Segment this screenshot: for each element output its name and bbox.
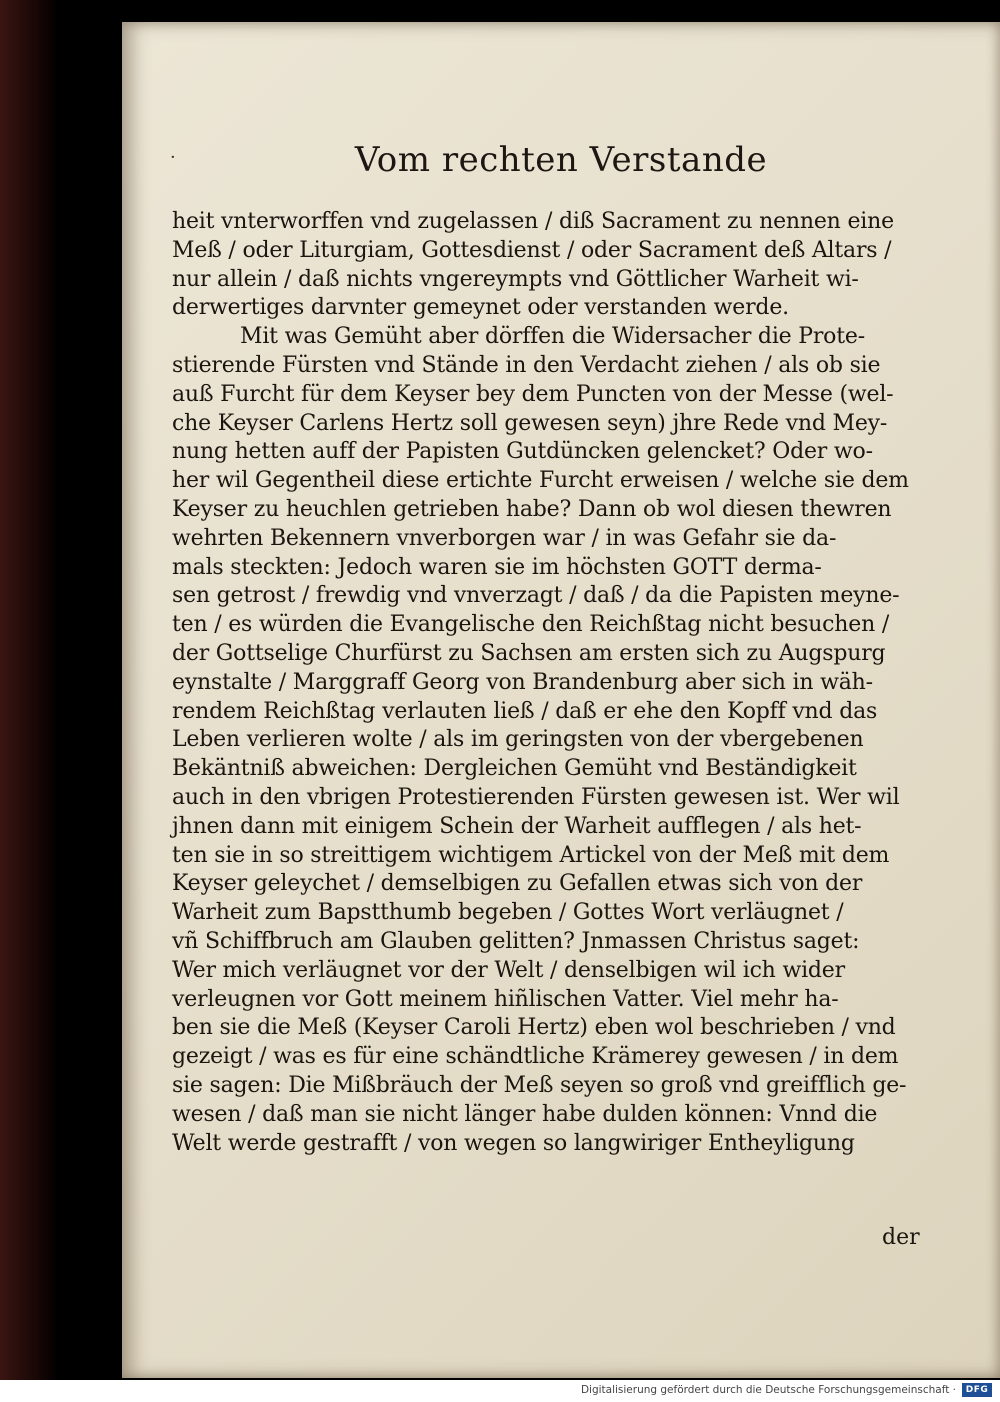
- text-line: Warheit zum Bapstthumb begeben / Gottes Wort verläugnet /: [172, 900, 844, 926]
- text-line: Wer mich verläugnet vor der Welt / denselbigen wil ich wider: [172, 957, 845, 983]
- text-line: sen getrost / frewdig vnd vnverzagt / daß / da die Papisten meyne-: [172, 583, 900, 609]
- text-line: Keyser zu heuchlen getrieben habe? Dann ob wol diesen thewren: [172, 496, 892, 522]
- text-line: ten / es würden die Evangelische den Reichßtag nicht besuchen /: [172, 612, 890, 638]
- text-line: wesen / daß man sie nicht länger habe dulden können: Vnnd die: [172, 1101, 878, 1127]
- text-line: rendem Reichßtag verlauten ließ / daß er ehe den Kopff vnd das: [172, 698, 878, 724]
- text-line: sie sagen: Die Mißbräuch der Meß seyen so groß vnd greifflich ge-: [172, 1072, 907, 1098]
- text-line: Welt werde gestrafft / von wegen so langwiriger Entheyligung: [172, 1130, 855, 1156]
- footer-bar: [0, 1380, 1000, 1402]
- text-line: ben sie die Meß (Keyser Caroli Hertz) eben wol beschrieben / vnd: [172, 1015, 896, 1041]
- text-line: der Gottselige Churfürst zu Sachsen am ersten sich zu Augspurg: [172, 640, 886, 666]
- text-line: derwertiges darvnter gemeynet oder verstanden werde.: [172, 295, 789, 321]
- text-line: heit vnterworffen vnd zugelassen / diß Sacrament zu nennen eine: [172, 209, 894, 234]
- text-line: Keyser geleychet / demselbigen zu Gefallen etwas sich von der: [172, 871, 863, 897]
- text-line: ten sie in so streittigem wichtigem Artickel von der Meß mit dem: [172, 842, 890, 868]
- text-line: Meß / oder Liturgiam, Gottesdienst / oder Sacrament deß Altars /: [172, 237, 892, 263]
- text-line: verleugnen vor Gott meinem hiñlischen Vatter. Viel mehr ha-: [172, 986, 839, 1012]
- text-line: her wil Gegentheil diese ertichte Furcht erweisen / welche sie dem: [172, 468, 909, 494]
- text-line: jhnen dann mit einigem Schein der Warheit aufflegen / als het-: [172, 813, 862, 839]
- text-line: auß Furcht für dem Keyser bey dem Puncten von der Messe (wel-: [172, 381, 894, 407]
- text-line: nung hetten auff der Papisten Gutdüncken gelencket? Oder wo-: [172, 439, 873, 465]
- text-line: auch in den vbrigen Protestierenden Fürsten gewesen ist. Wer wil: [172, 784, 900, 810]
- running-head: Vom rechten Verstande: [354, 140, 768, 180]
- catchword: der: [882, 1225, 920, 1250]
- text-line: mals steckten: Jedoch waren sie im höchsten GOTT derma-: [172, 554, 822, 580]
- marginal-mark: ·: [170, 147, 176, 168]
- text-line: Mit was Gemüht aber dörffen die Widersacher die Prote-: [240, 324, 865, 350]
- text-line: che Keyser Carlens Hertz soll gewesen seyn) jhre Rede vnd Mey-: [172, 410, 888, 436]
- text-line: Bekäntniß abweichen: Dergleichen Gemüht vnd Beständigkeit: [172, 756, 857, 782]
- text-line: gezeigt / was es für eine schändtliche Krämerey gewesen / in dem: [172, 1044, 899, 1070]
- text-block: [172, 208, 962, 1158]
- text-line: vñ Schiffbruch am Glauben gelitten? Jnmassen Christus saget:: [172, 928, 860, 954]
- dfg-logo: DFG: [962, 1383, 992, 1397]
- text-line: wehrten Bekennern vnverborgen war / in was Gefahr sie da-: [172, 525, 837, 551]
- book-page: [122, 22, 1000, 1378]
- funding-credit: Digitalisierung gefördert durch die Deutsche Forschungsgemeinschaft ·: [580, 1384, 956, 1396]
- text-line: stierende Fürsten vnd Stände in den Verdacht ziehen / als ob sie: [172, 352, 881, 378]
- text-line: nur allein / daß nichts vngereympts vnd Göttlicher Warheit wi-: [172, 266, 859, 292]
- text-line: eynstalte / Marggraff Georg von Brandenburg aber sich in wäh-: [172, 669, 873, 695]
- text-line: Leben verlieren wolte / als im geringsten von der vbergebenen: [172, 727, 864, 753]
